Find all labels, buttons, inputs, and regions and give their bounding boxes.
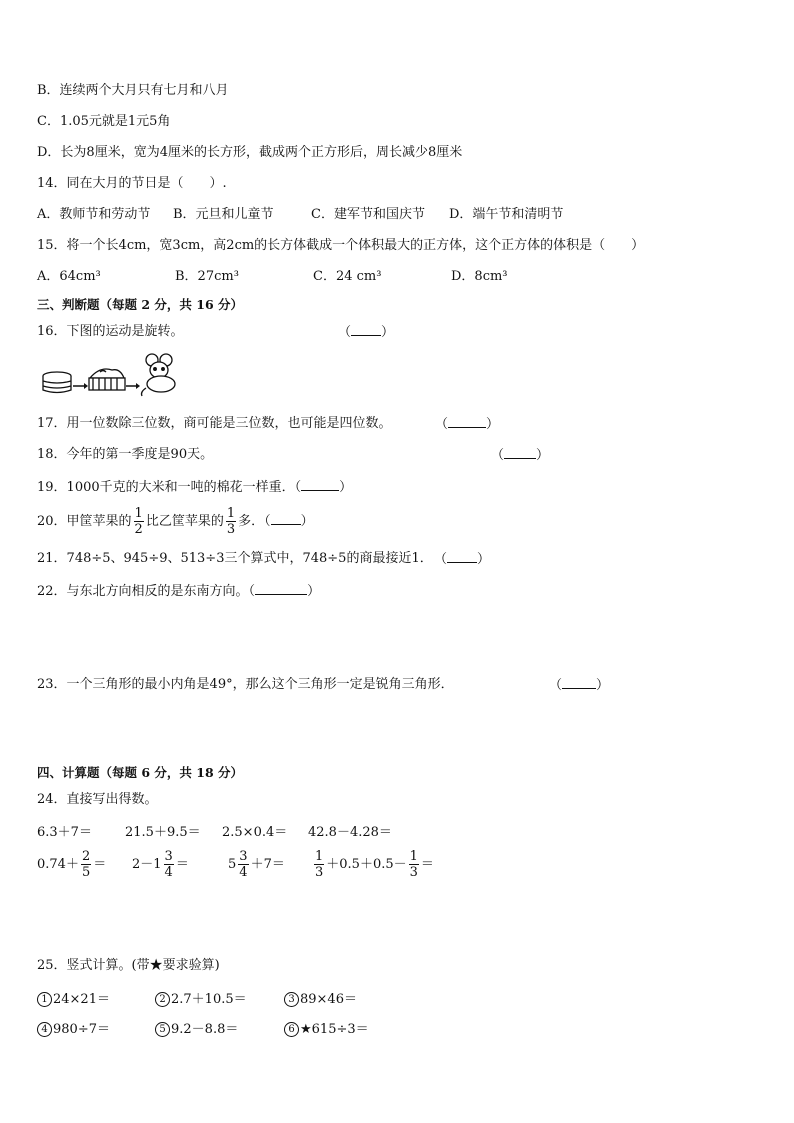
q15-option-a: A．64cm³	[37, 269, 101, 284]
q16-row	[37, 323, 184, 341]
q20-answer-blank	[271, 512, 301, 525]
bread-icon	[89, 369, 125, 390]
q24-expr-8: $\frac{1}{3}$ ＋0.5＋0.5－ $\frac{1}{3}$ ＝	[315, 849, 434, 880]
q18-answer-blank: （ ）	[491, 448, 550, 463]
q24-expr-6: 2－1 $\frac{3}{4}$ ＝	[132, 849, 189, 880]
q22-stem: 22．与东北方向相反的是东南方向。	[37, 584, 249, 599]
q25-item-5: 5 9.2－8.8＝	[155, 1018, 238, 1037]
q14-option-b: B．元旦和儿童节	[173, 207, 274, 222]
q22-row: 22．与东北方向相反的是东南方向。（ ）	[37, 584, 321, 599]
q13-option-b: B．连续两个大月只有七月和八月	[37, 83, 229, 98]
q21-answer-blank: （ ）	[434, 552, 491, 567]
q24-expr-3: 2.5×0.4＝	[222, 825, 288, 840]
q25-item-2: 2 2.7＋10.5＝	[155, 988, 247, 1007]
q17-stem: 17．用一位数除三位数，商可能是三位数，也可能是四位数。	[37, 416, 392, 431]
q22-answer-blank	[255, 582, 307, 595]
q23-answer-blank: （ ）	[549, 678, 610, 693]
q25-item-6: 6 ★615÷3＝	[284, 1018, 369, 1037]
q15-options	[37, 268, 508, 286]
q19-answer-blank	[301, 478, 339, 491]
q24-expr-2: 21.5＋9.5＝	[125, 825, 201, 840]
q14-stem: 14．同在大月的节日是（ ）.	[37, 176, 227, 191]
q24-expr-5: 0.74＋ $\frac{2}{5}$ ＝	[37, 849, 107, 880]
q18-stem: 18．今年的第一季度是90天。	[37, 447, 214, 462]
q14-options	[37, 206, 563, 224]
q17-answer-blank: （ ）	[435, 417, 500, 432]
q23-stem: 23．一个三角形的最小内角是49°，那么这个三角形一定是锐角三角形．	[37, 677, 454, 692]
q14-option-d: D．端午节和清明节	[449, 207, 564, 222]
q15-option-c: C．24 cm³	[313, 269, 382, 284]
q20-fraction-2: $\frac{1}{3}$	[226, 506, 236, 537]
q25-stem: 25．竖式计算。(带★要求验算)	[37, 958, 220, 973]
cake-icon	[43, 372, 71, 393]
q19-stem: 19．1000千克的大米和一吨的棉花一样重．	[37, 480, 295, 495]
q15-option-b: B．27cm³	[175, 269, 239, 284]
cake-bread-mouse-image	[40, 352, 180, 397]
q16-stem: 16．下图的运动是旋转。	[37, 324, 184, 339]
q21-stem: 21．748÷5、945÷9、513÷3三个算式中，748÷5的商最接近1．	[37, 551, 433, 566]
q20-row: 20．甲筐苹果的 $\frac{1}{2}$ 比乙筐苹果的 $\frac{1}{3}$ 多．（ ）	[37, 506, 314, 537]
q14-option-a: A．教师节和劳动节	[37, 207, 151, 222]
q15-stem: 15．将一个长4cm，宽3cm，高2cm的长方体截成一个体积最大的正方体，这个正方体的体积是（ ）	[37, 238, 645, 253]
q24-expr-1: 6.3＋7＝	[37, 825, 92, 840]
q13-option-c: C．1.05元就是1元5角	[37, 114, 171, 129]
section-4-title: 四、计算题（每题 6 分，共 18 分）	[37, 765, 244, 780]
q14-option-c: C．建军节和国庆节	[311, 207, 425, 222]
q24-expr-4: 42.8－4.28＝	[308, 825, 392, 840]
q15-option-d: D．8cm³	[451, 269, 508, 284]
q25-item-1: 1 24×21＝	[37, 988, 110, 1007]
q19-row: 19．1000千克的大米和一吨的棉花一样重．（ ）	[37, 480, 353, 495]
q24-expr-7: 5 $\frac{3}{4}$ ＋7＝	[228, 849, 285, 880]
q13-option-d: D．长为8厘米，宽为4厘米的长方形，截成两个正方形后，周长减少8厘米	[37, 145, 463, 160]
q20-fraction-1: $\frac{1}{2}$	[134, 506, 143, 537]
q25-item-4: 4 980÷7＝	[37, 1018, 110, 1037]
q24-stem: 24．直接写出得数。	[37, 792, 158, 807]
section-3-title: 三、判断题（每题 2 分，共 16 分）	[37, 297, 244, 312]
q25-item-3: 3 89×46＝	[284, 988, 357, 1007]
mouse-icon	[142, 354, 176, 396]
q16-answer-blank: （ ）	[338, 325, 395, 340]
